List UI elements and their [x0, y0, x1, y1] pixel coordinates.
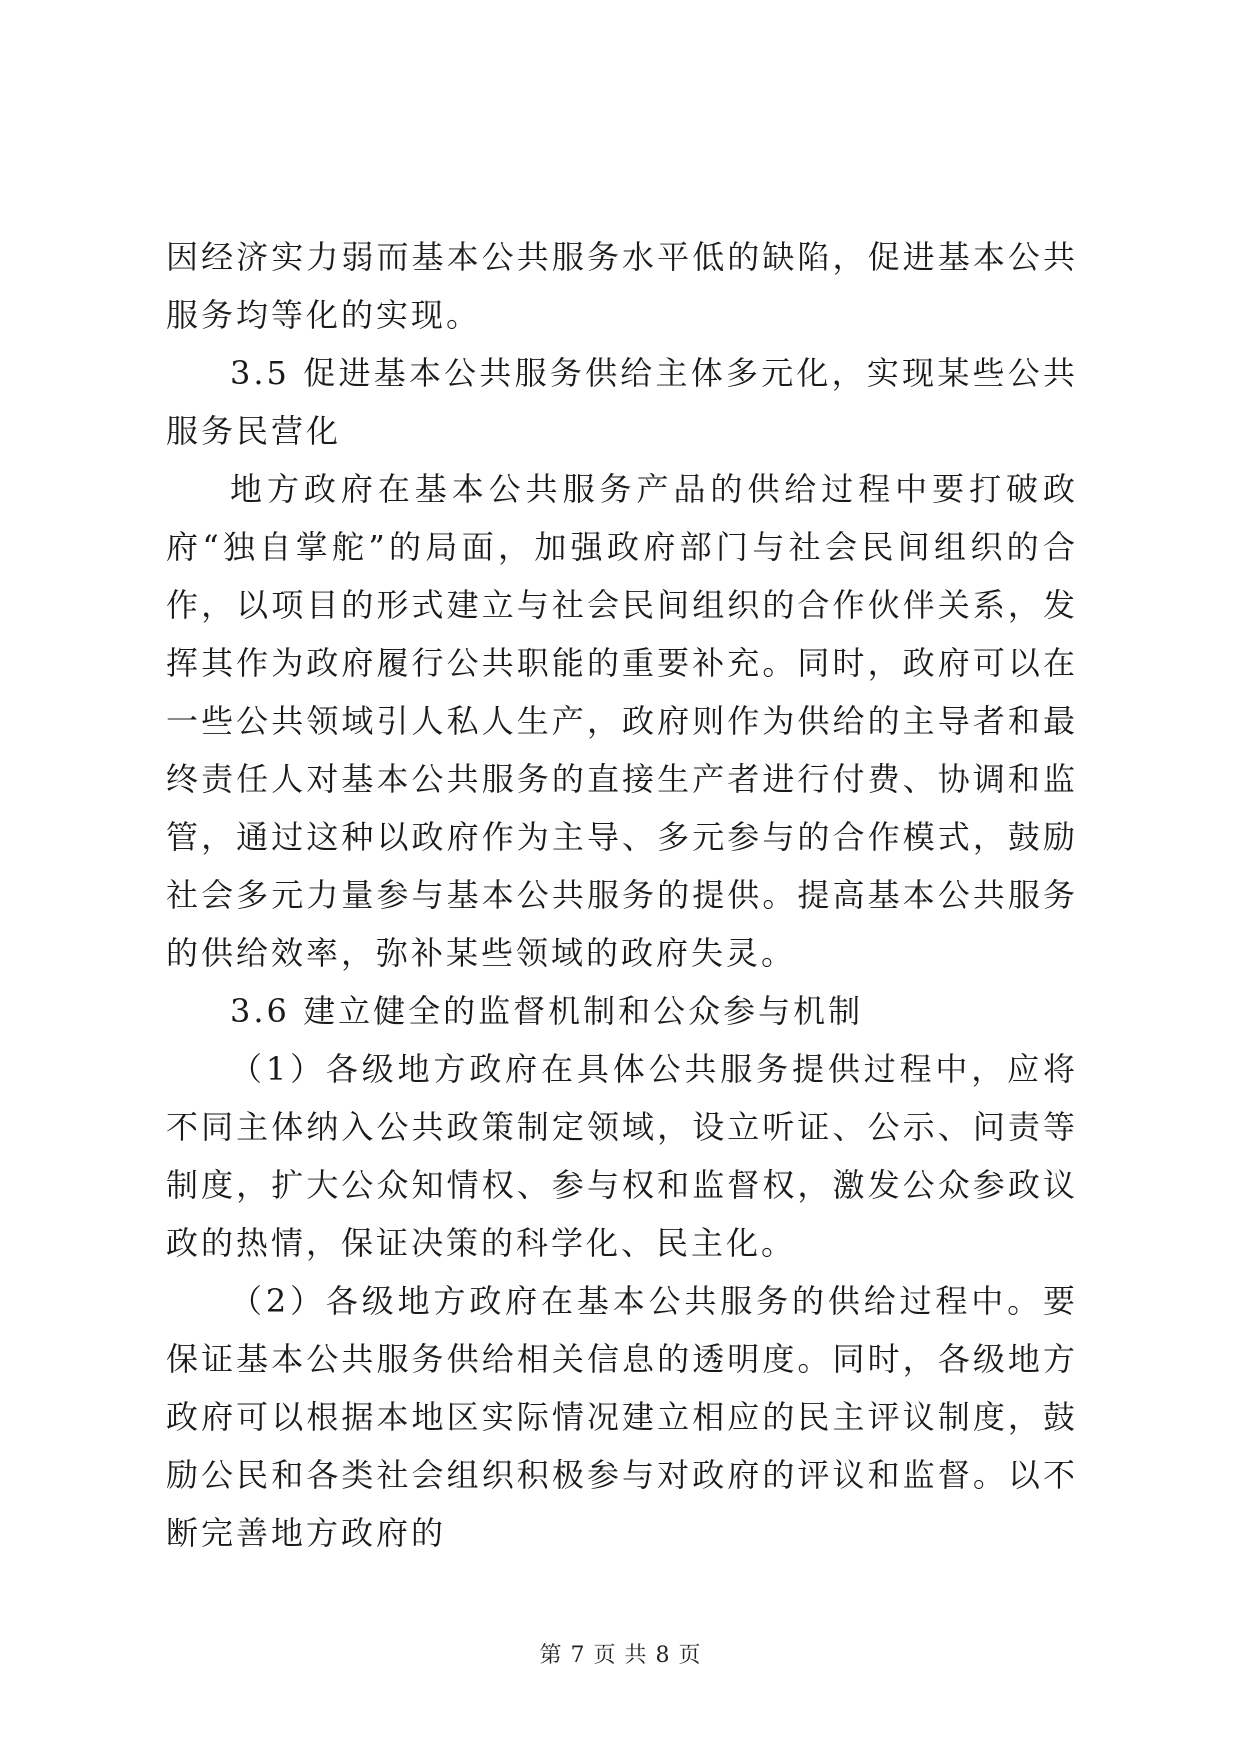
- section-heading-3-6: 3.6 建立健全的监督机制和公众参与机制: [230, 992, 864, 1030]
- paragraph-diversification: 地方政府在基本公共服务产品的供给过程中要打破政府“独自掌舵”的局面，加强政府部门与社会民间组织的合作，以项目的形式建立与社会民间组织的合作伙伴关系，发挥其作为政府履行公共职能的重要补充。同时，政府可以在一些公共领域引人私人生产，政府则作为供给的主导者和最终责任人对基本公共服务的直接生产者进行付费、协调和监管，通过这种以政府作为主导、多元参与的合作模式，鼓励社会多元力量参与基本公共服务的提供。提高基本公共服务的供给效率，弥补某些领域的政府失灵。: [166, 470, 1078, 972]
- paragraph-item-2: （2）各级地方政府在基本公共服务的供给过程中。要保证基本公共服务供给相关信息的透明度。同时，各级地方政府可以根据本地区实际情况建立相应的民主评议制度，鼓励公民和各类社会组织积极参与对政府的评议和监督。以不断完善地方政府的: [166, 1282, 1078, 1552]
- paragraph-item-1: （1）各级地方政府在具体公共服务提供过程中，应将不同主体纳入公共政策制定领域，设立听证、公示、问责等制度，扩大公众知情权、参与权和监督权，激发公众参政议政的热情，保证决策的科学化、民主化。: [166, 1050, 1078, 1262]
- section-heading-3-5: 3.5 促进基本公共服务供给主体多元化，实现某些公共服务民营化: [166, 354, 1078, 450]
- document-body: [166, 228, 1078, 1562]
- page-number-footer: 第 7 页 共 8 页: [539, 1643, 702, 1668]
- paragraph-continuation: 因经济实力弱而基本公共服务水平低的缺陷，促进基本公共服务均等化的实现。: [166, 238, 1078, 334]
